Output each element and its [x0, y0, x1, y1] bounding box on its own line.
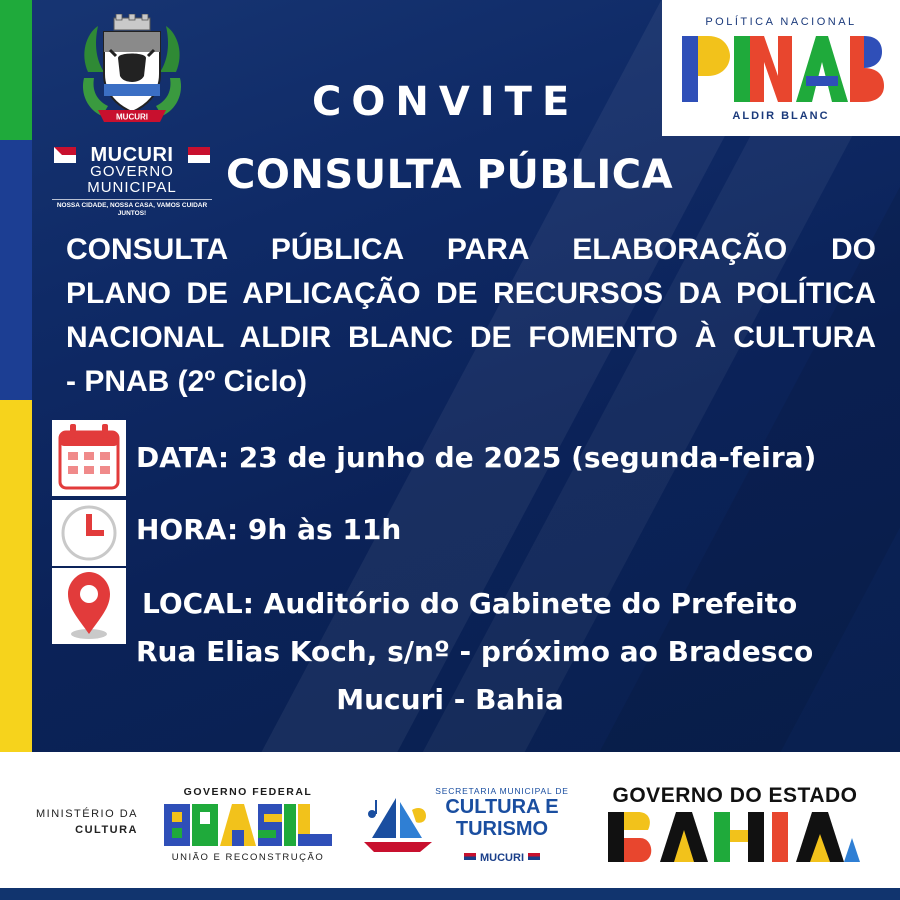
mucuri-subtitle: GOVERNO MUNICIPAL [87, 163, 177, 196]
governo-estado-title: GOVERNO DO ESTADO [612, 784, 858, 807]
description-line: PLANO DE APLICAÇÃO DE RECURSOS DA POLÍTICA [66, 277, 876, 310]
ministerio-cultura-logo [20, 806, 138, 838]
governo-federal-subtitle: UNIÃO E RECONSTRUÇÃO [171, 852, 325, 863]
side-bar-blue [0, 140, 32, 400]
description-line: - PNAB (2º Ciclo) [66, 365, 307, 398]
secretaria-title [432, 796, 572, 840]
secretaria-line1: CULTURA E [445, 796, 559, 818]
calendar-icon [52, 420, 126, 496]
mucuri-title: MUCURI [90, 144, 174, 166]
bahia-logo-icon [604, 808, 866, 866]
side-bar-green [0, 0, 32, 140]
secretaria-mucuri [432, 846, 572, 862]
event-hour: HORA: 9h às 11h [136, 513, 402, 546]
pnab-top-text: POLÍTICA NACIONAL [705, 16, 857, 28]
location-pin-icon [52, 568, 126, 644]
secretaria-mucuri-text: MUCURI [480, 852, 524, 864]
event-date: DATA: 23 de junho de 2025 (segunda-feira) [136, 441, 817, 474]
flag-icon [188, 147, 210, 163]
convite-title: CONVITE [312, 79, 580, 125]
crest-ribbon-text: MUCURI [116, 112, 148, 122]
pnab-logo [662, 0, 900, 136]
coat-of-arms-icon [74, 14, 190, 130]
mucuri-slogan: NOSSA CIDADE, NOSSA CASA, VAMOS CUIDAR JUNTOS! [52, 199, 212, 218]
secretaria-top: SECRETARIA MUNICIPAL DE [435, 786, 569, 796]
clock-icon [52, 500, 126, 566]
description [66, 228, 876, 404]
secretaria-line2: TURISMO [455, 818, 549, 840]
brasil-logo-icon [162, 800, 334, 850]
boat-logo-icon [360, 792, 436, 856]
flag-icon [54, 147, 76, 163]
event-city: Mucuri - Bahia [336, 683, 564, 716]
description-line: CONSULTA PÚBLICA PARA ELABORAÇÃO DO [66, 233, 876, 266]
pnab-bottom-text: ALDIR BLANC [732, 110, 830, 122]
event-street: Rua Elias Koch, s/nº - próximo ao Bradesco [136, 635, 814, 668]
ministerio-line1: MINISTÉRIO DA [35, 808, 138, 820]
governo-federal-title: GOVERNO FEDERAL [183, 786, 313, 798]
event-local: LOCAL: Auditório do Gabinete do Prefeito [142, 587, 798, 620]
description-line: NACIONAL ALDIR BLANC DE FOMENTO À CULTURA [66, 321, 876, 354]
pnab-letters-icon [678, 32, 884, 106]
flag-icon [528, 853, 540, 860]
consulta-publica-title: CONSULTA PÚBLICA [226, 152, 674, 198]
ministerio-line2: CULTURA [75, 824, 138, 836]
footer-strip [0, 888, 900, 900]
mucuri-logo [52, 12, 212, 217]
flag-icon [464, 853, 476, 860]
